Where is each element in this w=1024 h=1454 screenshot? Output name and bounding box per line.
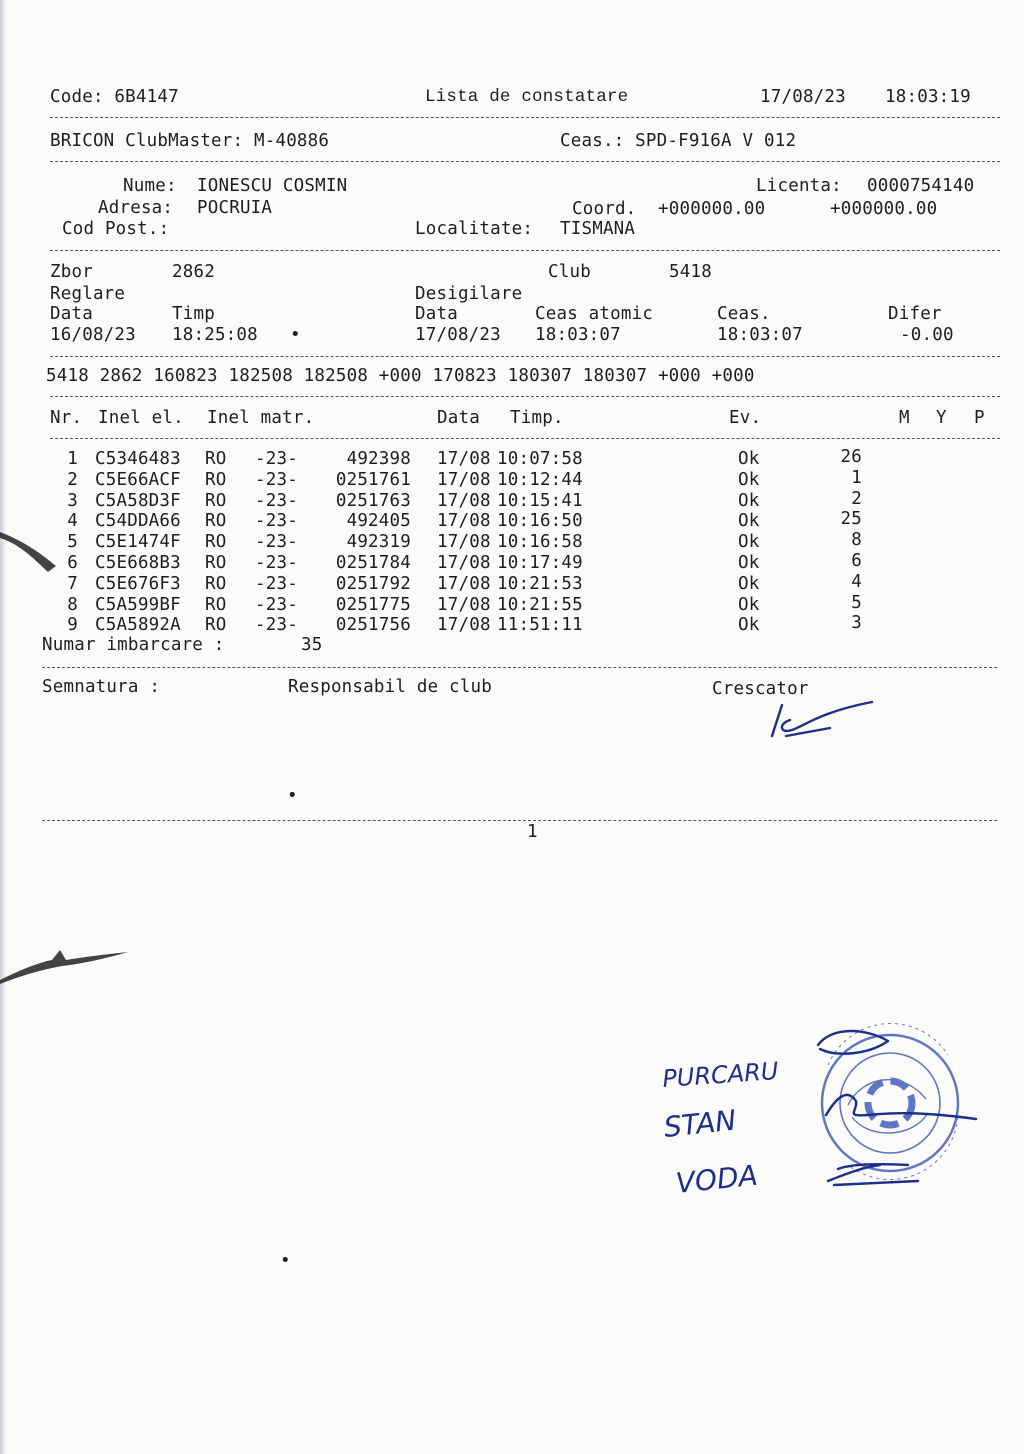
reglare-time: 18:25:08 — [172, 325, 258, 345]
row-inel-el: C5E676F3 — [95, 573, 181, 594]
summary-value: 35 — [301, 635, 323, 655]
row-inel-matr: 492405 — [346, 511, 411, 532]
row-year: -23- — [255, 615, 298, 636]
dot-mark: • — [287, 786, 298, 806]
row-time: 10:07:58 — [497, 449, 583, 469]
row-date: 17/08 — [437, 469, 491, 490]
owner-address: POCRUIA — [197, 198, 273, 218]
ceas-label: Ceas. — [717, 304, 771, 324]
row-country: RO — [205, 615, 227, 636]
row-position: 5 — [851, 592, 862, 613]
desigilare-date: 17/08/23 — [415, 325, 501, 345]
clock-id: Ceas.: SPD-F916A V 012 — [560, 131, 797, 151]
postal-label: Cod Post.: — [62, 219, 170, 239]
row-event: Ok — [738, 532, 760, 553]
divider — [50, 438, 1000, 439]
locality: TISMANA — [560, 219, 636, 239]
zbor-number: 2862 — [172, 262, 215, 282]
row-nr: 5 — [67, 532, 78, 553]
row-time: 10:15:41 — [497, 490, 583, 511]
coord-2: +000000.00 — [830, 199, 938, 219]
row-year: -23- — [255, 469, 298, 490]
divider — [42, 820, 997, 821]
row-nr: 9 — [67, 615, 78, 636]
row-nr: 3 — [67, 490, 78, 511]
difer-label: Difer — [888, 304, 942, 324]
row-time: 10:12:44 — [497, 469, 583, 490]
row-event: Ok — [738, 615, 760, 636]
row-nr: 6 — [67, 553, 78, 573]
row-nr: 2 — [67, 469, 78, 490]
print-date: 17/08/23 — [760, 87, 846, 107]
row-inel-matr: 0251792 — [335, 573, 411, 594]
row-year: -23- — [255, 490, 298, 511]
svg-text:STAN: STAN — [662, 1103, 738, 1144]
document-title: Lista de constatare — [425, 87, 629, 107]
difer-value: -0.00 — [900, 325, 954, 345]
row-country: RO — [205, 511, 227, 532]
summary-label: Numar imbarcare : — [42, 635, 225, 655]
row-event: Ok — [738, 469, 760, 490]
atomic-label: Ceas atomic — [535, 304, 654, 324]
col-inel-matr: Inel matr. — [207, 408, 315, 428]
row-time: 11:51:11 — [497, 615, 583, 636]
row-inel-matr: 0251763 — [335, 490, 411, 511]
row-event: Ok — [738, 553, 760, 573]
col-m: M — [899, 408, 910, 428]
row-event: Ok — [738, 573, 760, 594]
dot-mark: • — [280, 1251, 291, 1271]
row-position: 1 — [851, 467, 862, 488]
col-inel-el: Inel el. — [98, 408, 184, 428]
row-date: 17/08 — [437, 615, 491, 636]
handwritten-names — [655, 1055, 815, 1215]
reglare-date: 16/08/23 — [50, 325, 136, 345]
row-country: RO — [205, 449, 227, 469]
timp-label: Timp — [172, 304, 215, 324]
row-position: 3 — [851, 613, 862, 634]
divider — [50, 250, 1000, 251]
row-inel-el: C5E66ACF — [95, 469, 181, 490]
row-position: 25 — [840, 509, 862, 530]
row-year: -23- — [255, 553, 298, 573]
club-number: 5418 — [669, 262, 712, 282]
row-year: -23- — [255, 594, 298, 615]
row-inel-matr: 0251756 — [335, 615, 411, 636]
signature-label: Semnatura : — [42, 677, 161, 697]
row-position: 8 — [851, 530, 862, 551]
ceas-time: 18:03:07 — [717, 325, 803, 345]
svg-text:VODA: VODA — [674, 1158, 760, 1200]
row-year: -23- — [255, 449, 298, 469]
svg-text:PURCARU: PURCARU — [661, 1056, 780, 1093]
club-responsible-label: Responsabil de club — [288, 677, 492, 697]
divider — [50, 356, 1000, 357]
row-inel-matr: 492398 — [346, 449, 411, 469]
row-country: RO — [205, 553, 227, 573]
row-country: RO — [205, 594, 227, 615]
row-event: Ok — [738, 511, 760, 532]
row-inel-matr: 0251775 — [335, 594, 411, 615]
row-year: -23- — [255, 573, 298, 594]
divider — [50, 117, 1000, 118]
row-country: RO — [205, 490, 227, 511]
row-inel-matr: 0251761 — [335, 469, 411, 490]
row-inel-el: C5E668B3 — [95, 553, 181, 573]
row-inel-el: C5A599BF — [95, 594, 181, 615]
row-date: 17/08 — [437, 449, 491, 469]
col-nr: Nr. — [50, 408, 83, 428]
name-label: Nume: — [123, 176, 177, 196]
club-stamp — [808, 1015, 978, 1195]
row-nr: 1 — [67, 449, 78, 469]
row-event: Ok — [738, 490, 760, 511]
divider — [50, 396, 1000, 397]
data-label: Data — [50, 304, 93, 324]
row-nr: 7 — [67, 573, 78, 594]
zbor-label: Zbor — [50, 262, 93, 282]
row-time: 10:16:58 — [497, 532, 583, 553]
license-number: 0000754140 — [867, 176, 975, 196]
coord-label: Coord. — [572, 199, 637, 219]
row-country: RO — [205, 532, 227, 553]
row-time: 10:21:55 — [497, 594, 583, 615]
row-date: 17/08 — [437, 490, 491, 511]
club-label: Club — [548, 262, 591, 282]
license-label: Licenta: — [756, 176, 842, 196]
row-nr: 8 — [67, 594, 78, 615]
row-event: Ok — [738, 594, 760, 615]
divider — [50, 161, 1000, 162]
row-time: 10:21:53 — [497, 573, 583, 594]
row-date: 17/08 — [437, 553, 491, 573]
row-position: 26 — [840, 447, 862, 467]
row-inel-el: C5A58D3F — [95, 490, 181, 511]
row-inel-el: C5A5892A — [95, 615, 181, 636]
row-date: 17/08 — [437, 532, 491, 553]
desigilare-label: Desigilare — [415, 284, 523, 304]
row-time: 10:16:50 — [497, 511, 583, 532]
atomic-time: 18:03:07 — [535, 325, 621, 345]
row-position: 2 — [851, 488, 862, 509]
row-event: Ok — [738, 449, 760, 469]
breeder-signature — [760, 690, 890, 750]
col-ev: Ev. — [729, 408, 762, 428]
row-country: RO — [205, 469, 227, 490]
row-inel-el: C5346483 — [95, 449, 181, 469]
owner-name: IONESCU COSMIN — [197, 176, 348, 196]
reglare-label: Reglare — [50, 284, 126, 304]
row-date: 17/08 — [437, 511, 491, 532]
row-year: -23- — [255, 511, 298, 532]
row-inel-el: C5E1474F — [95, 532, 181, 553]
row-position: 4 — [851, 571, 862, 592]
col-timp: Timp. — [510, 408, 564, 428]
row-position: 6 — [851, 551, 862, 571]
coord-1: +000000.00 — [658, 199, 766, 219]
data2-label: Data — [415, 304, 458, 324]
code-line: 5418 2862 160823 182508 182508 +000 170823 180307 180307 +000 +000 — [46, 366, 755, 386]
address-label: Adresa: — [98, 198, 174, 218]
row-time: 10:17:49 — [497, 553, 583, 573]
scan-edge — [0, 0, 6, 1454]
reglare-mark: • — [290, 325, 301, 345]
row-country: RO — [205, 573, 227, 594]
scan-smudge — [0, 940, 130, 990]
page-number: 1 — [527, 822, 538, 842]
divider — [42, 667, 997, 668]
breeder-label: Crescator — [712, 679, 809, 699]
row-date: 17/08 — [437, 594, 491, 615]
row-nr: 4 — [67, 511, 78, 532]
col-data: Data — [437, 408, 480, 428]
clubmaster-id: BRICON ClubMaster: M-40886 — [50, 131, 330, 151]
document-code: Code: 6B4147 — [50, 87, 179, 107]
row-date: 17/08 — [437, 573, 491, 594]
row-year: -23- — [255, 532, 298, 553]
locality-label: Localitate: — [415, 219, 534, 239]
scan-smudge — [0, 530, 80, 580]
print-time: 18:03:19 — [885, 87, 971, 107]
row-inel-matr: 492319 — [346, 532, 411, 553]
col-p: P — [974, 408, 985, 428]
row-inel-el: C54DDA66 — [95, 511, 181, 532]
row-inel-matr: 0251784 — [335, 553, 411, 573]
col-y: Y — [936, 408, 947, 428]
